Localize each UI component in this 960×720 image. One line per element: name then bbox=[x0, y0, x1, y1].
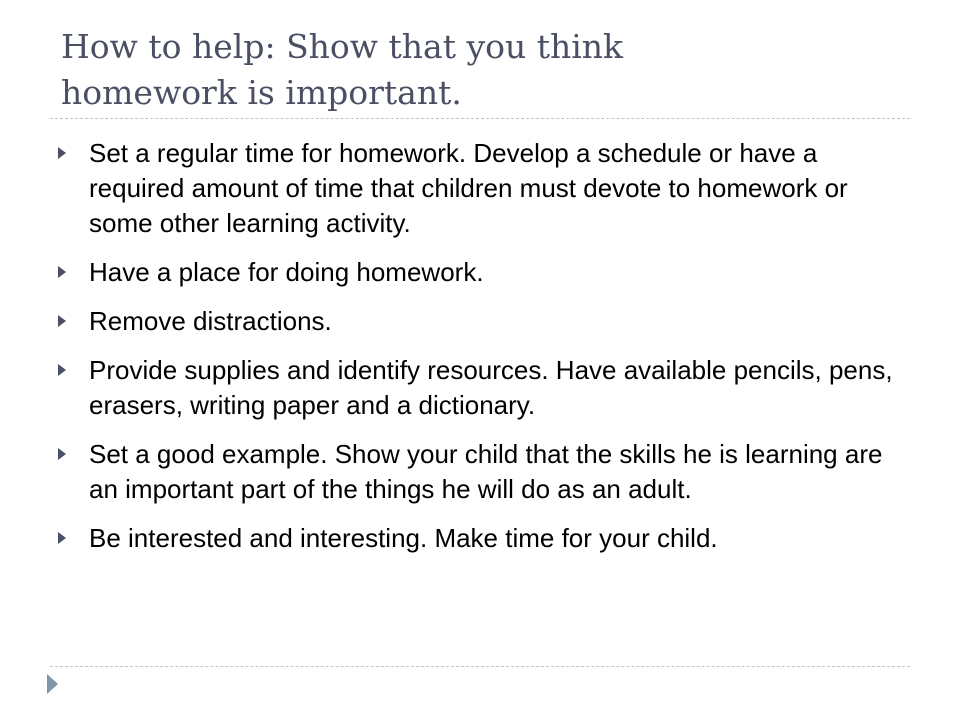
bullet-list bbox=[55, 136, 915, 556]
triangle-bullet-icon bbox=[58, 448, 66, 460]
slide-body bbox=[55, 136, 915, 570]
slide-title bbox=[61, 24, 901, 116]
triangle-bullet-icon bbox=[58, 147, 66, 159]
bullet-item-good-example bbox=[55, 437, 915, 507]
bullet-item-be-interested bbox=[55, 521, 915, 556]
bullet-item-place bbox=[55, 255, 915, 290]
bullet-text: Be interested and interesting. Make time for your child. bbox=[89, 523, 718, 553]
bullet-item-supplies bbox=[55, 353, 915, 423]
bullet-text: Set a regular time for homework. Develop a schedule or have a required amount of time that children must devote to homework or some other learning activity. bbox=[89, 138, 848, 238]
bullet-text: Have a place for doing homework. bbox=[89, 257, 484, 287]
bullet-text: Provide supplies and identify resources. Have available pencils, pens, erasers, writing paper and a dictionary. bbox=[89, 355, 893, 420]
triangle-bullet-icon bbox=[58, 364, 66, 376]
next-slide-arrow-icon bbox=[47, 674, 58, 694]
bullet-text: Remove distractions. bbox=[89, 306, 332, 336]
bullet-item-remove-distractions bbox=[55, 304, 915, 339]
footer-divider bbox=[50, 666, 910, 667]
slide-title-line-2: homework is important. bbox=[61, 73, 462, 112]
bullet-text: Set a good example. Show your child that the skills he is learning are an important part of the things he will do as an adult. bbox=[89, 439, 883, 504]
slide-title-line-1: How to help: Show that you think bbox=[61, 27, 624, 66]
triangle-bullet-icon bbox=[58, 315, 66, 327]
triangle-bullet-icon bbox=[58, 266, 66, 278]
triangle-bullet-icon bbox=[58, 532, 66, 544]
bullet-item-regular-time bbox=[55, 136, 915, 241]
title-divider bbox=[50, 118, 910, 119]
